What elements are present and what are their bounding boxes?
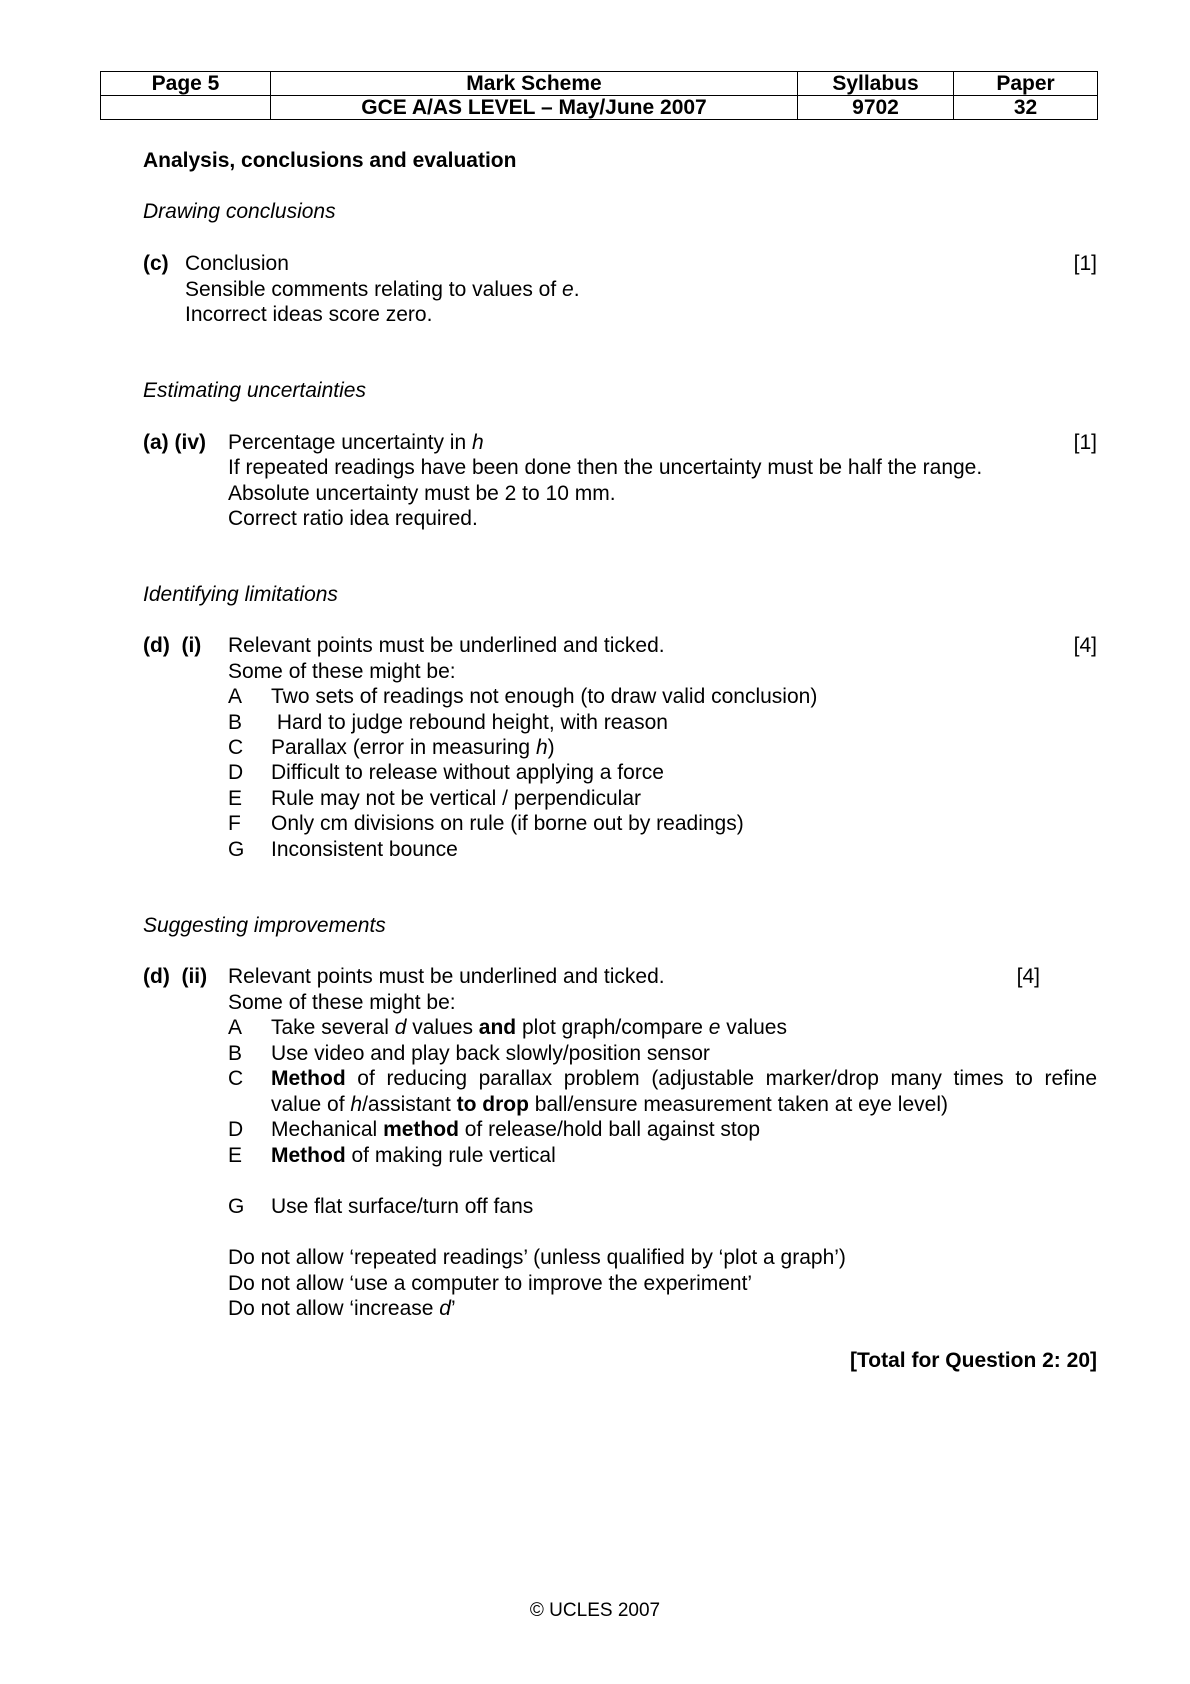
limitation-item-a: Two sets of readings not enough (to draw valid conclusion)	[271, 685, 818, 708]
uncertainties-line-3: Correct ratio idea required.	[228, 507, 478, 530]
limitations-title: Relevant points must be underlined and ticked.	[228, 634, 665, 657]
limitation-letter-a: A	[228, 685, 243, 708]
improvement-item-a: Take several d values and plot graph/compare e values	[271, 1016, 787, 1039]
header-syllabus-code: 9702	[798, 96, 954, 120]
improvement-letter-b: B	[228, 1042, 243, 1065]
section-title: Analysis, conclusions and evaluation	[143, 149, 517, 172]
header-page-value	[101, 96, 271, 120]
limitation-item-b: Hard to judge rebound height, with reason	[271, 711, 668, 734]
improvement-letter-a: A	[228, 1016, 243, 1039]
drawing-mark: [1]	[1073, 252, 1097, 275]
improvements-title: Relevant points must be underlined and ticked.	[228, 965, 665, 988]
limitation-item-d: Difficult to release without applying a force	[271, 761, 664, 784]
improvement-item-e: Method of making rule vertical	[271, 1144, 556, 1167]
limitations-mark: [4]	[1073, 634, 1097, 657]
improvements-heading: Suggesting improvements	[143, 914, 386, 937]
uncertainties-title: Percentage uncertainty in h	[228, 431, 484, 454]
disallow-line-1: Do not allow ‘repeated readings’ (unless qualified by ‘plot a graph’)	[228, 1246, 846, 1269]
header-syllabus: Syllabus	[798, 72, 954, 96]
improvement-item-d: Mechanical method of release/hold ball against stop	[271, 1118, 761, 1141]
header-exam-title: GCE A/AS LEVEL – May/June 2007	[271, 96, 798, 120]
improvement-letter-g: G	[228, 1195, 245, 1218]
improvement-item-g: Use flat surface/turn off fans	[271, 1195, 534, 1218]
improvements-intro: Some of these might be:	[228, 991, 456, 1014]
improvements-mark: [4]	[1016, 965, 1040, 988]
header-table	[100, 71, 1098, 120]
drawing-label: (c)	[143, 252, 169, 275]
improvement-item-b: Use video and play back slowly/position sensor	[271, 1042, 710, 1065]
improvements-label: (d) (ii)	[143, 965, 208, 988]
limitations-label: (d) (i)	[143, 634, 202, 657]
header-row-labels	[101, 72, 1098, 96]
uncertainties-mark: [1]	[1073, 431, 1097, 454]
limitations-intro: Some of these might be:	[228, 660, 456, 683]
header-row-values	[101, 96, 1098, 120]
limitation-letter-f: F	[228, 812, 241, 835]
limitation-item-e: Rule may not be vertical / perpendicular	[271, 787, 642, 810]
limitation-letter-e: E	[228, 787, 243, 810]
improvement-item-c-line-2: value of h/assistant to drop ball/ensure measurement taken at eye level)	[271, 1093, 948, 1116]
limitation-letter-g: G	[228, 838, 245, 861]
header-page: Page 5	[101, 72, 271, 96]
limitation-letter-c: C	[228, 736, 244, 759]
drawing-conclusions-heading: Drawing conclusions	[143, 200, 336, 223]
limitation-letter-d: D	[228, 761, 244, 784]
footer-copyright: © UCLES 2007	[529, 1600, 661, 1621]
header-paper: Paper	[954, 72, 1098, 96]
improvement-letter-e: E	[228, 1144, 243, 1167]
uncertainties-label: (a) (iv)	[143, 431, 206, 454]
header-paper-number: 32	[954, 96, 1098, 120]
limitations-heading: Identifying limitations	[143, 583, 338, 606]
improvement-letter-d: D	[228, 1118, 244, 1141]
disallow-line-2: Do not allow ‘use a computer to improve the experiment’	[228, 1272, 753, 1295]
drawing-line-2: Incorrect ideas score zero.	[185, 303, 433, 326]
drawing-line-1: Sensible comments relating to values of e.	[185, 278, 580, 301]
improvement-item-c-line-1: Method of reducing parallax problem (adjustable marker/drop many times to refine	[271, 1067, 1097, 1090]
limitation-letter-b: B	[228, 711, 243, 734]
total-marks: [Total for Question 2: 20]	[850, 1349, 1097, 1372]
limitation-item-g: Inconsistent bounce	[271, 838, 458, 861]
drawing-title: Conclusion	[185, 252, 289, 275]
uncertainties-heading: Estimating uncertainties	[143, 379, 366, 402]
disallow-line-3: Do not allow ‘increase d’	[228, 1297, 456, 1320]
uncertainties-line-1: If repeated readings have been done then the uncertainty must be half the range.	[228, 456, 983, 479]
improvement-letter-c: C	[228, 1067, 244, 1090]
uncertainties-line-2: Absolute uncertainty must be 2 to 10 mm.	[228, 482, 616, 505]
limitation-item-f: Only cm divisions on rule (if borne out by readings)	[271, 812, 744, 835]
header-mark-scheme: Mark Scheme	[271, 72, 798, 96]
limitation-item-c: Parallax (error in measuring h)	[271, 736, 555, 759]
